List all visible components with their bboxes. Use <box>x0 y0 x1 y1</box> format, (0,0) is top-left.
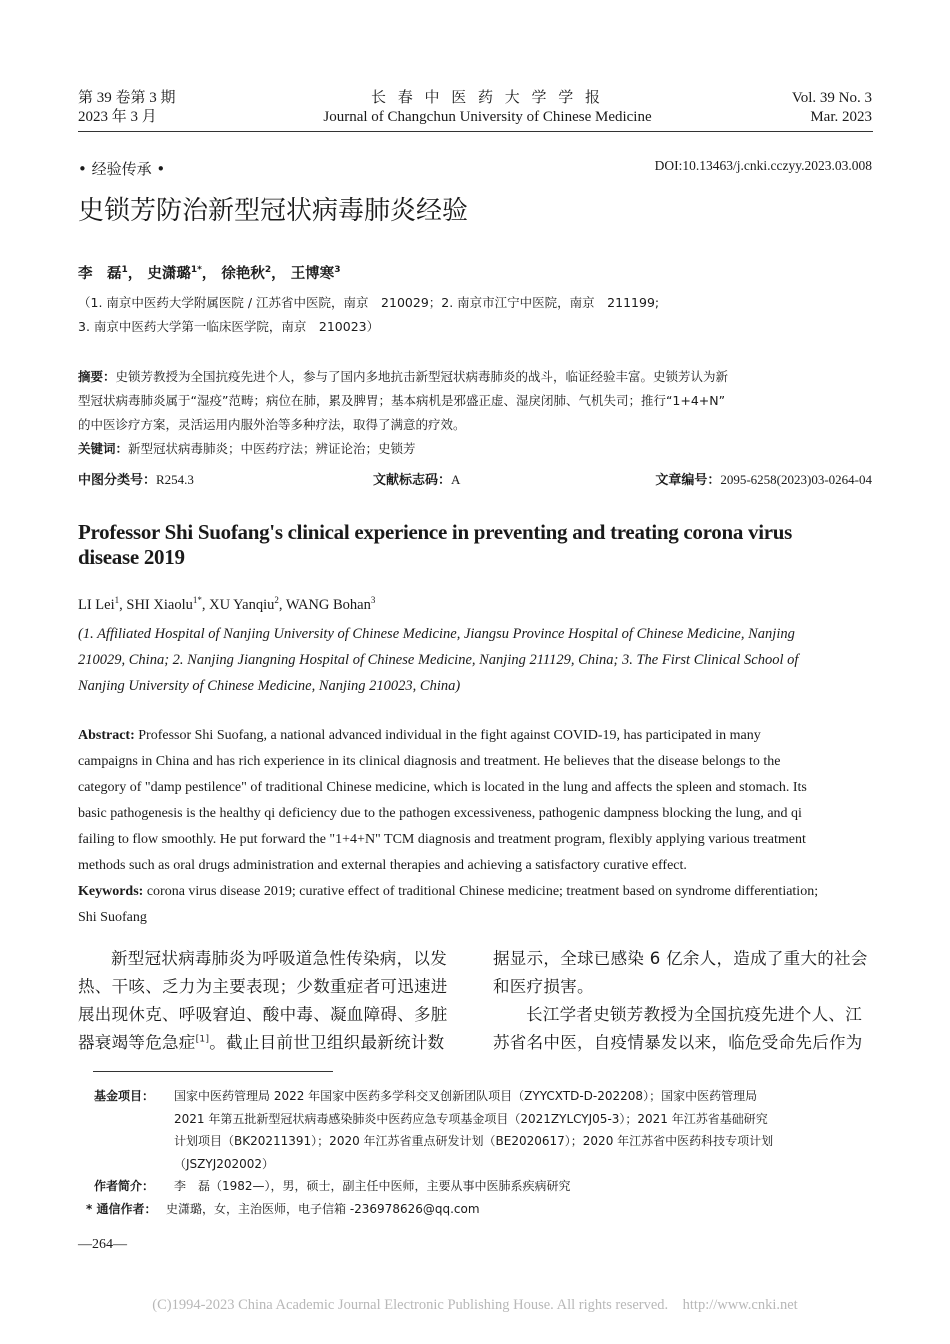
author-sup: 1 <box>121 265 128 276</box>
title-en-line: disease 2019 <box>78 545 185 569</box>
affiliation-en-line: (1. Affiliated Hospital of Nanjing University of Chinese Medicine, Jiangsu Province Hospital of Chinese Medicine, Nanjing <box>78 626 795 642</box>
keywords-cn-text: 新型冠状病毒肺炎；中医药疗法；辨证论治；史锁芳 <box>128 441 416 456</box>
clc-number <box>78 469 194 488</box>
footnotes <box>86 1085 774 1220</box>
affiliation-en-line: 210029, China; 2. Nanjing Jiangning Hospital of Chinese Medicine, Nanjing 211129, China; 3. The First Clinical School of <box>78 652 799 668</box>
correspondence-label: * 通信作者： <box>86 1201 157 1216</box>
title-en-line: Professor Shi Suofang's clinical experience in preventing and treating corona virus <box>78 520 793 544</box>
affiliation-en <box>78 621 798 699</box>
doi: DOI:10.13463/j.cnki.cczyy.2023.03.008 <box>654 158 872 173</box>
doc-label: 文献标志码： <box>373 473 452 488</box>
header-date-en: Mar. 2023 <box>810 109 872 125</box>
author-name: 王博寒 <box>290 266 335 282</box>
article-number <box>655 469 872 488</box>
affiliation-en-line: Nanjing University of Chinese Medicine, Nanjing 210023, China) <box>78 678 461 694</box>
body-line: 据显示，全球已感染 6 亿余人，造成了重大的社会 <box>493 949 868 968</box>
author-name-en: XU Yanqiu <box>209 597 275 613</box>
abstract-en-text: campaigns in China and has rich experience in its clinical diagnosis and treatment. He believes that the disease belongs to the <box>78 754 781 769</box>
body-line: 。截止目前世卫组织最新统计数 <box>209 1033 445 1052</box>
author-name-en: SHI Xiaolu <box>126 597 193 613</box>
authors-cn: 李 磊$^1$， 史潇璐$^{1*}$， 徐艳秋$^2$， 王博寒$^3$ <box>78 265 341 282</box>
fund-text: 计划项目（BK20211391）；2020 年江苏省重点研发计划（BE2020617）；2020 年江苏省中医药科技专项计划 <box>174 1134 774 1148</box>
citation-ref[interactable]: [1] <box>195 1034 210 1045</box>
fund-text: （JSZYJ202002） <box>174 1156 275 1171</box>
body-line: 苏省名中医，自疫情暴发以来，临危受命先后作为 <box>493 1033 863 1052</box>
keywords-cn-label: 关键词： <box>78 441 129 456</box>
column-tag: • 经验传承 • <box>78 160 166 178</box>
page-number: —264— <box>78 1237 127 1252</box>
author-name-en: LI Lei <box>78 597 115 613</box>
abstract-cn <box>78 365 873 461</box>
body-column-left <box>78 945 460 1057</box>
footnote-rule <box>93 1071 333 1072</box>
body-line: 和医疗损害。 <box>493 977 594 996</box>
keywords-en-text: corona virus disease 2019; curative effect of traditional Chinese medicine; treatment based on syndrome differentiation; <box>146 884 819 899</box>
abstract-en-text: basic pathogenesis is the healthy qi deficiency due to the pathogen excessiveness, pathogenic dampness blocking the lung, and qi <box>78 806 802 821</box>
author-sup: 3 <box>334 265 341 276</box>
body-column-right <box>493 945 875 1057</box>
author-sup: 1* <box>192 595 202 606</box>
keywords-en-label: Keywords: <box>78 884 144 899</box>
fund-text: 国家中医药管理局 2022 年国家中医药多学科交叉创新团队项目（ZYYCXTD-D-202208）；国家中医药管理局 <box>174 1089 758 1103</box>
abstract-en-text: category of "damp pestilence" of traditional Chinese medicine, which is located in the lung and affects the spleen and stomach. Its <box>78 780 807 795</box>
author-sup: 1* <box>190 265 202 276</box>
author-sup: 2 <box>274 595 279 606</box>
body-line: 新型冠状病毒肺炎为呼吸道急性传染病，以发 <box>111 949 447 968</box>
author-name-en: WANG Bohan <box>285 597 371 613</box>
affiliation-cn-line: 3. 南京中医药大学第一临床医学院，南京 210023） <box>78 319 380 334</box>
header-journal-cn: 长 春 中 医 药 大 学 学 报 <box>370 90 604 106</box>
affiliation-cn <box>78 291 659 339</box>
watermark-footer: (C)1994-2023 China Academic Journal Electronic Publishing House. All rights reserved. http://www.cnki.net <box>152 1297 798 1313</box>
article-title-cn: 史锁芳防治新型冠状病毒肺炎经验 <box>78 196 469 226</box>
clc-label: 中图分类号： <box>78 473 157 488</box>
abstract-en-text: Professor Shi Suofang, a national advanced individual in the fight against COVID-19, has participated in many <box>138 728 761 743</box>
abstract-en-label: Abstract: <box>78 728 135 743</box>
author-name: 徐艳秋 <box>221 266 265 282</box>
clc-value: R254.3 <box>156 472 194 487</box>
author-bio-text: 李 磊（1982—），男，硕士，副主任中医师，主要从事中医肺系疾病研究 <box>174 1179 571 1193</box>
abstract-cn-text: 的中医诊疗方案，灵活运用内服外治等多种疗法，取得了满意的疗效。 <box>78 417 466 432</box>
affiliation-cn-line: （1. 南京中医药大学附属医院 / 江苏省中医院，南京 210029；2. 南京市江宁中医院，南京 211199; <box>78 295 660 310</box>
abstract-en <box>78 723 818 931</box>
header-volume: 第 39 卷第 3 期 <box>78 90 176 106</box>
author-sup: 2 <box>264 265 272 276</box>
abstract-cn-label: 摘要： <box>78 369 116 384</box>
correspondence-text: 史潇璐，女，主治医师，电子信箱 -236978626@qq.com <box>166 1201 480 1216</box>
author-name: 史潇璐 <box>147 266 191 282</box>
body-line: 展出现休克、呼吸窘迫、酸中毒、凝血障碍、多脏 <box>78 1005 448 1024</box>
doc-value: A <box>451 472 461 487</box>
body-line: 器衰竭等危急症 <box>78 1033 196 1052</box>
header-volume-en: Vol. 39 No. 3 <box>791 90 872 106</box>
header-date: 2023 年 3 月 <box>78 109 157 125</box>
abstract-en-text: failing to flow smoothly. He put forward the "1+4+N" TCM diagnosis and treatment program, flexibly applying various treatment <box>78 832 806 847</box>
fund-label: 基金项目： <box>94 1089 155 1103</box>
author-bio-label: 作者简介： <box>94 1179 155 1193</box>
fund-text: 2021 年第五批新型冠状病毒感染肺炎中医药应急专项基金项目（2021ZYLCYJ05-3）；2021 年江苏省基础研究 <box>174 1111 768 1126</box>
authors-en: LI Lei$^1$, SHI Xiaolu$^{1*}$, XU Yanqiu$^2$, WANG Bohan$^3$ <box>78 595 376 613</box>
article-number-label: 文章编号： <box>655 473 721 488</box>
author-name: 李 磊 <box>78 266 122 282</box>
header-journal-en: Journal of Changchun University of Chinese Medicine <box>323 109 652 125</box>
author-sup: 1 <box>114 595 120 606</box>
document-code <box>373 469 460 488</box>
author-sup: 3 <box>370 595 376 606</box>
article-number-value: 2095-6258(2023)03-0264-04 <box>720 472 872 487</box>
abstract-cn-text: 史锁芳教授为全国抗疫先进个人，参与了国内多地抗击新型冠状病毒肺炎的战斗，临证经验丰富。史锁芳认为新 <box>115 369 729 384</box>
article-title-en <box>78 520 792 570</box>
abstract-en-text: methods such as oral drugs administration and external therapies and achieving a satisfactory curative effect. <box>78 858 687 873</box>
header-rule <box>78 131 873 132</box>
keywords-en-text: Shi Suofang <box>78 910 147 925</box>
abstract-cn-text: 型冠状病毒肺炎属于“湿疫”范畴；病位在肺，累及脾胃；基本病机是邪盛正虚、湿戾闭肺、气机失司；推行“1+4+N” <box>78 393 726 408</box>
body-line: 长江学者史锁芳教授为全国抗疫先进个人、江 <box>526 1005 862 1024</box>
body-line: 热、干咳、乏力为主要表现；少数重症者可迅速进 <box>78 977 448 996</box>
